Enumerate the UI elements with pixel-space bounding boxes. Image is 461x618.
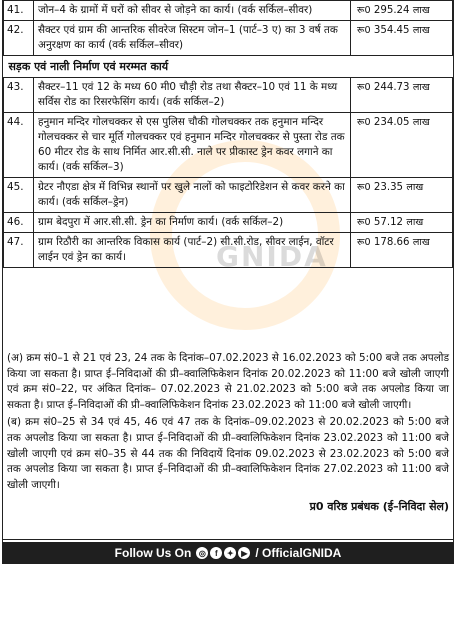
work-description: ग्राम रिठौरी का आन्तरिक विकास कार्य (पार्ट–2) सी.सी.रोड, सीवर लाईन, वॉटर लाईन एवं ड्रेन का कार्य। <box>34 233 351 268</box>
currency-label: रू0 <box>357 82 371 93</box>
social-handle[interactable]: / OfficialGNIDA <box>255 546 342 560</box>
estimated-cost <box>351 233 453 268</box>
row-number: 47. <box>4 233 34 268</box>
section-title: सड़क एवं नाली निर्माण एवं मरम्मत कार्य <box>4 56 453 78</box>
youtube-icon[interactable]: ▶ <box>238 547 250 559</box>
work-description: सैक्टर एवं ग्राम की आन्तरिक सीवरेज सिस्टम जोन–1 (पार्ट–3 ए) का 3 वर्ष तक अनुरक्षण का कार्य (वर्क सर्किल–सीवर) <box>34 21 351 56</box>
estimated-cost <box>351 213 453 233</box>
estimated-cost <box>351 21 453 56</box>
watermark-text: GNIDA <box>216 240 328 273</box>
currency-label: रू0 <box>357 25 371 36</box>
work-description: हनुमान मन्दिर गोलचक्कर से एस पुलिस चौकी गोलचक्कर तक हनुमान मन्दिर गोलचक्कर से चार मूर्ति गोलचक्कर एवं हनुमान मन्दिर गोलचक्कर से पुस्ता रोड तक 60 मीटर रोड के साथ निर्मित आर.सी.सी. नाले पर प्रीकास्ट ड्रेन कवर लगाने का कार्य। (वर्क सर्किल–3) <box>34 113 351 178</box>
work-description: ग्रेटर नौएडा क्षेत्र में विभिन्न स्थानों पर खुले नालों को फाइटोरिडेशन से कवर करने का कार्य। (वर्क सर्किल–ड्रेन) <box>34 178 351 213</box>
estimated-cost <box>351 1 453 21</box>
row-number: 45. <box>4 178 34 213</box>
instagram-icon[interactable]: ◎ <box>196 547 208 559</box>
amount-value: 234.05 <box>373 117 410 128</box>
amount-unit: लाख <box>406 217 424 228</box>
currency-label: रू0 <box>357 5 371 16</box>
twitter-icon[interactable]: ✦ <box>224 547 236 559</box>
table-row <box>4 213 453 233</box>
tender-table <box>3 0 453 268</box>
signature: प्र0 वरिष्ठ प्रबंधक (ई–निविदा सेल) <box>309 500 449 514</box>
row-number: 42. <box>4 21 34 56</box>
table-row <box>4 1 453 21</box>
row-number: 43. <box>4 78 34 113</box>
currency-label: रू0 <box>357 237 371 248</box>
work-description: जोन–4 के ग्रामों में घरों को सीवर से जोड़ने का कार्य। (वर्क सर्किल–सीवर) <box>34 1 351 21</box>
notes-block <box>2 349 454 540</box>
table-row <box>4 113 453 178</box>
facebook-icon[interactable]: f <box>210 547 222 559</box>
currency-label: रू0 <box>357 217 371 228</box>
amount-value: 244.73 <box>373 82 410 93</box>
work-description: सैक्टर–11 एवं 12 के मध्य 60 मी0 चौड़ी रोड तथा सैक्टर–10 एवं 11 के मध्य सर्विस रोड का रिसरफेसिंग कार्य। (वर्क सर्किल–2) <box>34 78 351 113</box>
social-icons <box>196 547 250 559</box>
amount-value: 57.12 <box>373 217 404 228</box>
currency-label: रू0 <box>357 117 371 128</box>
amount-unit: लाख <box>406 182 424 193</box>
amount-unit: लाख <box>412 117 430 128</box>
table-row <box>4 178 453 213</box>
amount-unit: लाख <box>412 25 430 36</box>
section-header-row <box>4 56 453 78</box>
footer-bar <box>2 542 454 564</box>
table-row <box>4 233 453 268</box>
follow-text: Follow Us On <box>114 546 192 560</box>
table-row <box>4 21 453 56</box>
amount-value: 178.66 <box>373 237 410 248</box>
table-row <box>4 78 453 113</box>
amount-unit: लाख <box>412 82 430 93</box>
row-number: 46. <box>4 213 34 233</box>
currency-label: रू0 <box>357 182 371 193</box>
estimated-cost <box>351 178 453 213</box>
amount-value: 354.45 <box>373 25 410 36</box>
note-b: (ब) क्रम सं0–25 से 34 एवं 45, 46 एवं 47 तक के दिनांक–09.02.2023 से 20.02.2023 को 5:00 बजे तक अपलोड किया जा सकता है। प्राप्त ई–निविदाओं की प्री–क्वालिफिकेशन दिनांक 23.02.2023 को 11:00 बजे खोली जाएगी एवं क्रम सं0–35 से 44 तक की निविदायें दिनांक 09.02.2023 से 23.02.2023 को 5:00 बजे तक अपलोड किया जा सकता है। प्राप्त ई–निविदाओं की प्री–क्वालिफिकेशन दिनांक 27.02.2023 को 11:00 बजे खोली जाएगी। <box>7 416 449 491</box>
row-number: 41. <box>4 1 34 21</box>
amount-value: 295.24 <box>373 5 410 16</box>
work-description: ग्राम बेदपुरा में आर.सी.सी. ड्रेन का निर्माण कार्य। (वर्क सर्किल–2) <box>34 213 351 233</box>
amount-unit: लाख <box>412 5 430 16</box>
estimated-cost <box>351 78 453 113</box>
amount-unit: लाख <box>412 237 430 248</box>
amount-value: 23.35 <box>373 182 404 193</box>
row-number: 44. <box>4 113 34 178</box>
note-a: (अ) क्रम सं0–1 से 21 एवं 23, 24 तक के दिनांक–07.02.2023 से 16.02.2023 को 5:00 बजे तक अपलोड किया जा सकता है। प्राप्त ई–निविदाओं की प्री–क्वालिफिकेशन दिनांक 20.02.2023 को 11:00 बजे खोली जाएगी एवं क्रम सं0–22, पर अंकित दिनांक– 07.02.2023 से 21.02.2023 को 5:00 बजे तक अपलोड किया जा सकता है। प्राप्त ई–निविदाओं की प्री–क्वालिफिकेशन दिनांक 23.02.2023 को 11:00 बजे खोली जाएगी। <box>7 352 449 411</box>
estimated-cost <box>351 113 453 178</box>
